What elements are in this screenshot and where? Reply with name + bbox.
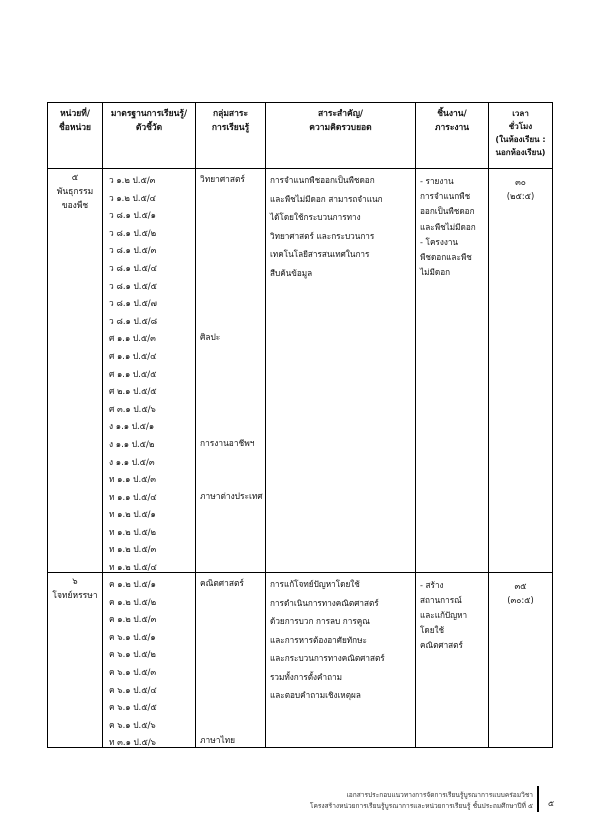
concept-line: การแก้โจทย์ปัญหาโดยใช้	[270, 579, 360, 589]
standards-list	[103, 573, 196, 747]
header-standards	[103, 103, 196, 168]
standard-item: ค ๑.๒ ป.๕/๑	[109, 579, 156, 589]
concept-line: และพืชไม่มีดอก สามารถจำแนก	[270, 193, 383, 204]
standard-item: ว ๑.๒ ป.๕/๓	[109, 175, 156, 185]
footer-line1: เอกสารประกอบแนวทางการจัดการเรียนรู้บูรณาการแบบคร่อมวิชา	[346, 791, 533, 799]
work-line: และแก้ปัญหา	[420, 610, 468, 620]
unit-6-cell	[48, 573, 103, 747]
unit-name-line1: โจทย์หรรษา	[52, 591, 98, 601]
concept-line: และตอบคำถามเชิงเหตุผล	[270, 690, 361, 700]
work-text	[416, 573, 489, 747]
standard-item: ค ๑.๒ ป.๕/๒	[109, 596, 157, 607]
work-line: - รายงาน	[420, 176, 454, 186]
header-unit-line2: ชื่อหน่วย	[58, 123, 92, 133]
work-line: ไม่มีดอก	[420, 267, 451, 278]
hours-split: (๓๐:๕)	[507, 595, 534, 605]
curriculum-table	[47, 102, 553, 748]
standard-item: ท ๑.๑ ป.๕/๔	[109, 491, 157, 502]
concept-line: การดำเนินการทางคณิตศาสตร์	[270, 597, 379, 608]
table-row-unit-5	[48, 169, 552, 573]
header-work-line2: ภาระงาน	[434, 123, 470, 133]
standard-item: ท ๑.๒ ป.๕/๒	[109, 526, 157, 537]
header-concept-line1: สาระสำคัญ/	[317, 109, 364, 119]
standard-item: ศ ๑.๑ ป.๕/๓	[109, 333, 156, 344]
group-science: วิทยาศาสตร์	[200, 174, 245, 184]
header-time-line3: (ในห้องเรียน :	[495, 135, 546, 144]
standard-item: ศ ๓.๑ ป.๕/๖	[109, 403, 156, 414]
standard-item: ว ๘.๑ ป.๕/๕	[109, 280, 157, 291]
footer-divider	[537, 786, 539, 812]
concept-line: เทคโนโลยีสารสนเทศในการ	[270, 249, 370, 259]
header-concept	[266, 103, 416, 168]
group-foreign-language: ภาษาต่างประเทศ	[200, 491, 263, 501]
standard-item: ศ ๒.๑ ป.๕/๕	[109, 386, 157, 397]
hours-cell	[489, 169, 552, 572]
header-work	[416, 103, 489, 168]
work-line: ออกเป็นพืชดอก	[420, 206, 475, 217]
header-time-line4: นอกห้องเรียน)	[495, 148, 546, 157]
standard-item: ท ๑.๑ ป.๕/๓	[109, 474, 157, 485]
standard-item: ค ๖.๑ ป.๕/๑	[109, 631, 156, 642]
header-time	[489, 103, 552, 168]
concept-line: วิทยาศาสตร์ และกระบวนการ	[270, 230, 375, 241]
header-work-line1: ชิ้นงาน/	[437, 109, 467, 119]
header-time-line2: ชั่วโมง	[508, 122, 533, 131]
hours-total: ๓๐	[515, 177, 526, 187]
standard-item: ท ๑.๒ ป.๕/๔	[109, 562, 157, 573]
group-art: ศิลปะ	[200, 332, 221, 342]
work-line: และพืชไม่มีดอก	[420, 221, 476, 232]
standard-item: ค ๖.๑ ป.๕/๔	[109, 684, 157, 695]
unit-number: ๖	[72, 577, 78, 587]
work-text	[416, 169, 489, 572]
standard-item: ท ๓.๑ ป.๕/๖	[109, 737, 157, 748]
work-line: การจำแนกพืช	[420, 191, 471, 202]
standard-item: ค ๖.๑ ป.๕/๖	[109, 719, 156, 730]
standard-item: ค ๖.๑ ป.๕/๒	[109, 649, 156, 660]
standard-item: ว ๘.๑ ป.๕/๘	[109, 315, 158, 326]
unit-name-line1: พันธุกรรม	[56, 187, 94, 197]
concept-line: ด้วยการบวก การลบ การคูณ	[270, 616, 370, 626]
group-math: คณิตศาสตร์	[200, 578, 244, 588]
header-subject-line2: การเรียนรู้	[211, 123, 250, 133]
standard-item: ว ๘.๑ ป.๕/๗	[109, 298, 157, 309]
hours-cell	[489, 573, 552, 747]
standard-item: ว ๘.๑ ป.๕/๓	[109, 245, 157, 256]
header-time-line1: เวลา	[512, 109, 529, 118]
subject-groups	[196, 573, 266, 747]
standard-item: ศ ๑.๑ ป.๕/๔	[109, 350, 157, 361]
footer-line2: โครงสร้างหน่วยการเรียนรู้บูรณาการและหน่วยการเรียนรู้ ชั้นประถมศึกษาปีที่ ๕	[309, 802, 533, 810]
standard-item: ค ๖.๑ ป.๕/๓	[109, 666, 157, 677]
concept-line: การจำแนกพืชออกเป็นพืชดอก	[270, 175, 375, 185]
concept-line: และการหารต้องอาศัยทักษะ	[270, 634, 367, 645]
header-std-line1: มาตรฐานการเรียนรู้/	[110, 109, 188, 119]
standard-item: ศ ๑.๑ ป.๕/๕	[109, 368, 157, 379]
concept-text	[266, 169, 416, 572]
header-unit-line1: หน่วยที่/	[60, 109, 90, 119]
footer-text	[310, 790, 533, 812]
header-concept-line2: ความคิดรวบยอด	[309, 123, 372, 133]
work-line: - สร้างสถานการณ์	[420, 580, 462, 605]
header-unit	[48, 103, 103, 168]
concept-line: ได้โดยใช้กระบวนการทาง	[270, 212, 361, 222]
work-line: โดยใช้คณิตศาสตร์	[420, 625, 463, 650]
standard-item: ค ๑.๒ ป.๕/๓	[109, 614, 157, 625]
unit-5-cell	[48, 169, 103, 572]
standard-item: ว ๘.๑ ป.๕/๔	[109, 262, 157, 273]
table-row-unit-6	[48, 573, 552, 747]
concept-text	[266, 573, 416, 747]
group-career: การงานอาชีพฯ	[200, 438, 255, 448]
page-number: ๕	[548, 799, 555, 808]
standard-item: ว ๘.๑ ป.๕/๒	[109, 227, 157, 238]
standard-item: ท ๑.๒ ป.๕/๓	[109, 544, 157, 555]
unit-number: ๕	[71, 173, 79, 183]
unit-name-line2: ของพืช	[61, 201, 89, 211]
work-line: - โครงงาน	[420, 236, 459, 247]
standard-item: ง ๑.๑ ป.๕/๒	[109, 438, 155, 449]
group-thai: ภาษาไทย	[200, 735, 236, 745]
header-subject	[196, 103, 266, 168]
concept-line: รวมทั้งการตั้งคำถาม	[270, 671, 343, 682]
concept-line: และกระบวนการทางคณิตศาสตร์	[270, 653, 385, 663]
standard-item: ค ๖.๑ ป.๕/๕	[109, 702, 157, 713]
standard-item: ง ๑.๑ ป.๕/๓	[109, 456, 155, 467]
header-std-line2: ตัวชี้วัด	[135, 123, 163, 133]
standards-list	[103, 169, 196, 572]
hours-total: ๓๕	[514, 581, 527, 591]
standard-item: ว ๘.๑ ป.๕/๑	[109, 210, 156, 221]
standard-item: ว ๑.๒ ป.๕/๔	[109, 192, 157, 203]
standard-item: ง ๑.๑ ป.๕/๑	[109, 421, 155, 432]
hours-split: (๒๕:๕)	[506, 191, 535, 201]
standard-item: ท ๑.๒ ป.๕/๑	[109, 509, 156, 520]
header-subject-line1: กลุ่มสาระ	[212, 109, 249, 119]
table-header-row	[48, 103, 552, 169]
concept-line: สืบค้นข้อมูล	[270, 267, 313, 278]
subject-groups	[196, 169, 266, 572]
work-line: พืชดอกและพืช	[420, 252, 472, 263]
